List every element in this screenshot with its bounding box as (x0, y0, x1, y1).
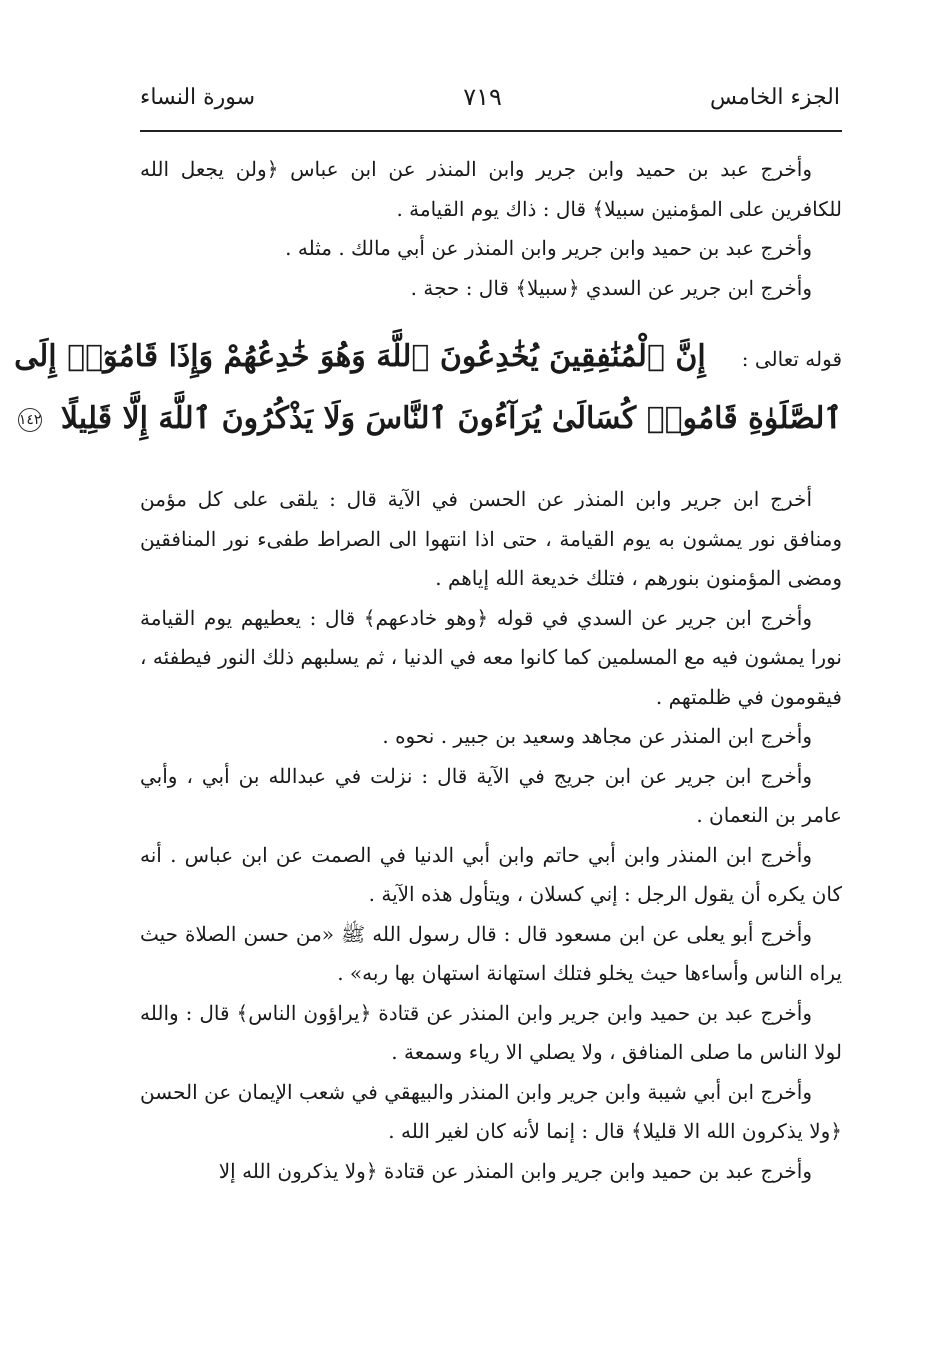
surah-title: سورة النساء (140, 84, 256, 110)
quran-verse (14, 326, 842, 450)
paragraph: وأخرج ابن أبي شيبة وابن جرير وابن المنذر والبيهقي في شعب الإيمان عن الحسن ﴿ولا يذكرون الله الا قليلا﴾ قال : إنما لأنه كان لغير الله . (140, 1079, 842, 1143)
paragraph: وأخرج ابن جرير عن السدي ﴿سبيلا﴾ قال : حجة . (410, 275, 812, 300)
paragraph: وأخرج ابن جرير عن السدي في قوله ﴿وهو خادعهم﴾ قال : يعطيهم يوم القيامة نورا يمشون فيه مع المسلمين كما كانوا معه في الدنيا ، ثم يسلبهم ذلك النور فيطفئه ، فيقومون في ظلمتهم . (140, 605, 842, 709)
paragraph: وأخرج عبد بن حميد وابن جرير وابن المنذر عن قتادة ﴿ولا يذكرون الله إلا (218, 1158, 812, 1183)
paragraph: وأخرج عبد بن حميد وابن جرير وابن المنذر عن أبي مالك . مثله . (285, 236, 812, 260)
header-rule (140, 130, 842, 132)
paragraph: وأخرج ابن المنذر عن مجاهد وسعيد بن جبير . نحوه . (382, 724, 812, 748)
part-title: الجزء الخامس (709, 84, 840, 110)
page-number: ٧١٩ (463, 83, 502, 111)
paragraph: وأخرج ابن المنذر وابن أبي حاتم وابن أبي الدنيا في الصمت عن ابن عباس . أنه كان يكره أن يقول الرجل : إني كسلان ، ويتأول هذه الآية . (140, 842, 842, 906)
paragraph: وأخرج أبو يعلى عن ابن مسعود قال : قال رسول الله ﷺ «من حسن الصلاة حيث يراه الناس وأساءها حيث يخلو فتلك استهانة استهان بها ربه» . (140, 921, 842, 985)
page-header (140, 74, 840, 120)
verse-intro: قوله تعالى : (741, 347, 842, 371)
paragraph: أخرج ابن جرير وابن المنذر عن الحسن في الآية قال : يلقى على كل مؤمن ومنافق نور يمشون به يوم القيامة ، حتى اذا انتهوا الى الصراط طفىء نور المنافقين ومضى المؤمنون بنورهم ، فتلك خديعة الله إياهم . (140, 487, 842, 590)
ayah-number-marker: ١٤٢ (18, 408, 42, 432)
paragraph: وأخرج عبد بن حميد وابن جرير وابن المنذر عن ابن عباس ﴿ولن يجعل الله للكافرين على المؤمنين سبيلا﴾ قال : ذاك يوم القيامة . (140, 157, 842, 221)
paragraph: وأخرج ابن جرير عن ابن جريج في الآية قال : نزلت في عبدالله بن أبي ، وأبي عامر بن النعمان . (140, 763, 842, 827)
verse-line-2: ٱلصَّلَوٰةِ قَامُوا۟ كُسَالَىٰ يُرَآءُونَ ٱلنَّاسَ وَلَا يَذْكُرُونَ ٱللَّهَ إِلَّا قَلِيلًا (60, 401, 842, 436)
paragraph: وأخرج عبد بن حميد وابن جرير وابن المنذر عن قتادة ﴿يراؤون الناس﴾ قال : والله لولا الناس ما صلى المنافق ، ولا يصلي الا رياء وسمعة . (140, 1000, 842, 1064)
verse-line-1: إِنَّ ٱلْمُنَٰفِقِينَ يُخَٰدِعُونَ ٱللَّهَ وَهُوَ خَٰدِعُهُمْ وَإِذَا قَامُوٓا۟ إِلَى (14, 339, 706, 374)
page-body (14, 150, 842, 1191)
